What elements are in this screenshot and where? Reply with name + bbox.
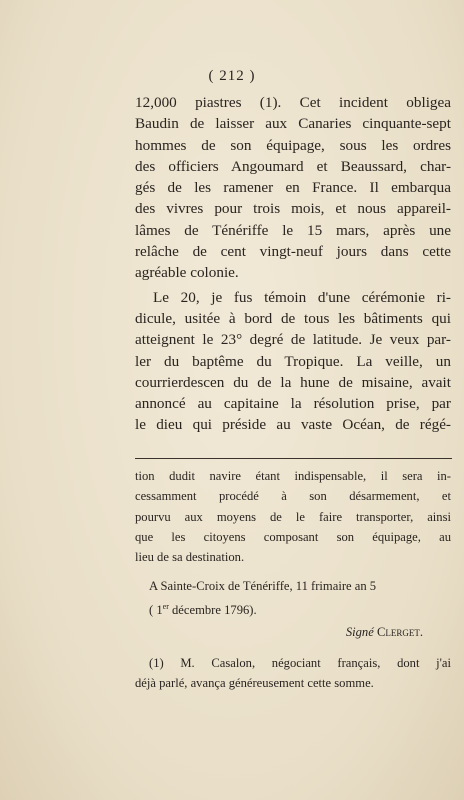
note-line: tion dudit navire étant indispensable, il sera in- <box>135 469 451 483</box>
page-number: ( 212 ) <box>208 68 256 84</box>
note-line: que les citoyens composant son équipage, au <box>135 529 451 544</box>
main-text <box>135 92 451 436</box>
text-line: atteignent le 23° degré de latitude. Je veux par- <box>135 331 451 349</box>
text-line: 12,000 piastres (1). Cet incident obligea <box>135 94 451 111</box>
text-line: relâche de cent vingt-neuf jours dans cette <box>135 243 451 261</box>
date-line <box>135 576 451 620</box>
text-line: agréable colonie. <box>135 264 239 282</box>
date-line-2-prefix: ( 1 <box>149 602 163 617</box>
text-line: lâmes de Ténériffe le 15 mars, après une <box>135 221 451 239</box>
note-line: lieu de sa destination. <box>135 550 245 565</box>
note-line: cessamment procédé à son désarmement, et <box>135 489 451 504</box>
footnote-rule <box>135 458 452 459</box>
text-line: des officiers Angoumard et Beaussard, char- <box>135 157 451 175</box>
text-line: hommes de son équipage, sous les ordres <box>135 136 451 154</box>
signature-signed: Signé <box>345 625 374 640</box>
paragraph-2 <box>135 287 451 436</box>
footnote-line: déjà parlé, avança généreusement cette somme. <box>135 675 374 690</box>
date-line-2 <box>149 597 451 620</box>
footnote <box>135 653 451 694</box>
text-line: annoncé au capitaine la résolution prise, par <box>135 395 451 413</box>
signature-name: Clerget. <box>376 625 423 640</box>
date-ordinal: er <box>162 601 169 611</box>
footnote-line: (1) M. Casalon, négociant français, dont j'ai <box>149 655 451 670</box>
text-line: gés de les ramener en France. Il embarqua <box>135 179 451 197</box>
text-line: Le 20, je fus témoin d'une cérémonie ri- <box>153 288 451 306</box>
note-line: pourvu aux moyens de le faire transporter, ainsi <box>135 509 451 524</box>
text-line: courrierdescen du de la hune de misaine, avait <box>135 373 451 391</box>
notes-section <box>135 466 451 693</box>
text-line: ler du baptême du Tropique. La veille, un <box>135 352 451 370</box>
signature-line <box>135 622 451 642</box>
note-continuation <box>135 466 451 567</box>
date-line-1: A Sainte-Croix de Ténériffe, 11 frimaire an 5 <box>149 579 377 594</box>
text-line: des vivres pour trois mois, et nous appareil- <box>135 200 451 218</box>
text-line: Baudin de laisser aux Canaries cinquante-sept <box>135 115 451 133</box>
text-line: le dieu qui préside au vaste Océan, de régé- <box>135 416 451 434</box>
paragraph-1 <box>135 92 451 284</box>
text-line: dicule, usitée à bord de tous les bâtiments qui <box>135 309 451 327</box>
date-line-2-suffix: décembre 1796). <box>168 602 257 617</box>
